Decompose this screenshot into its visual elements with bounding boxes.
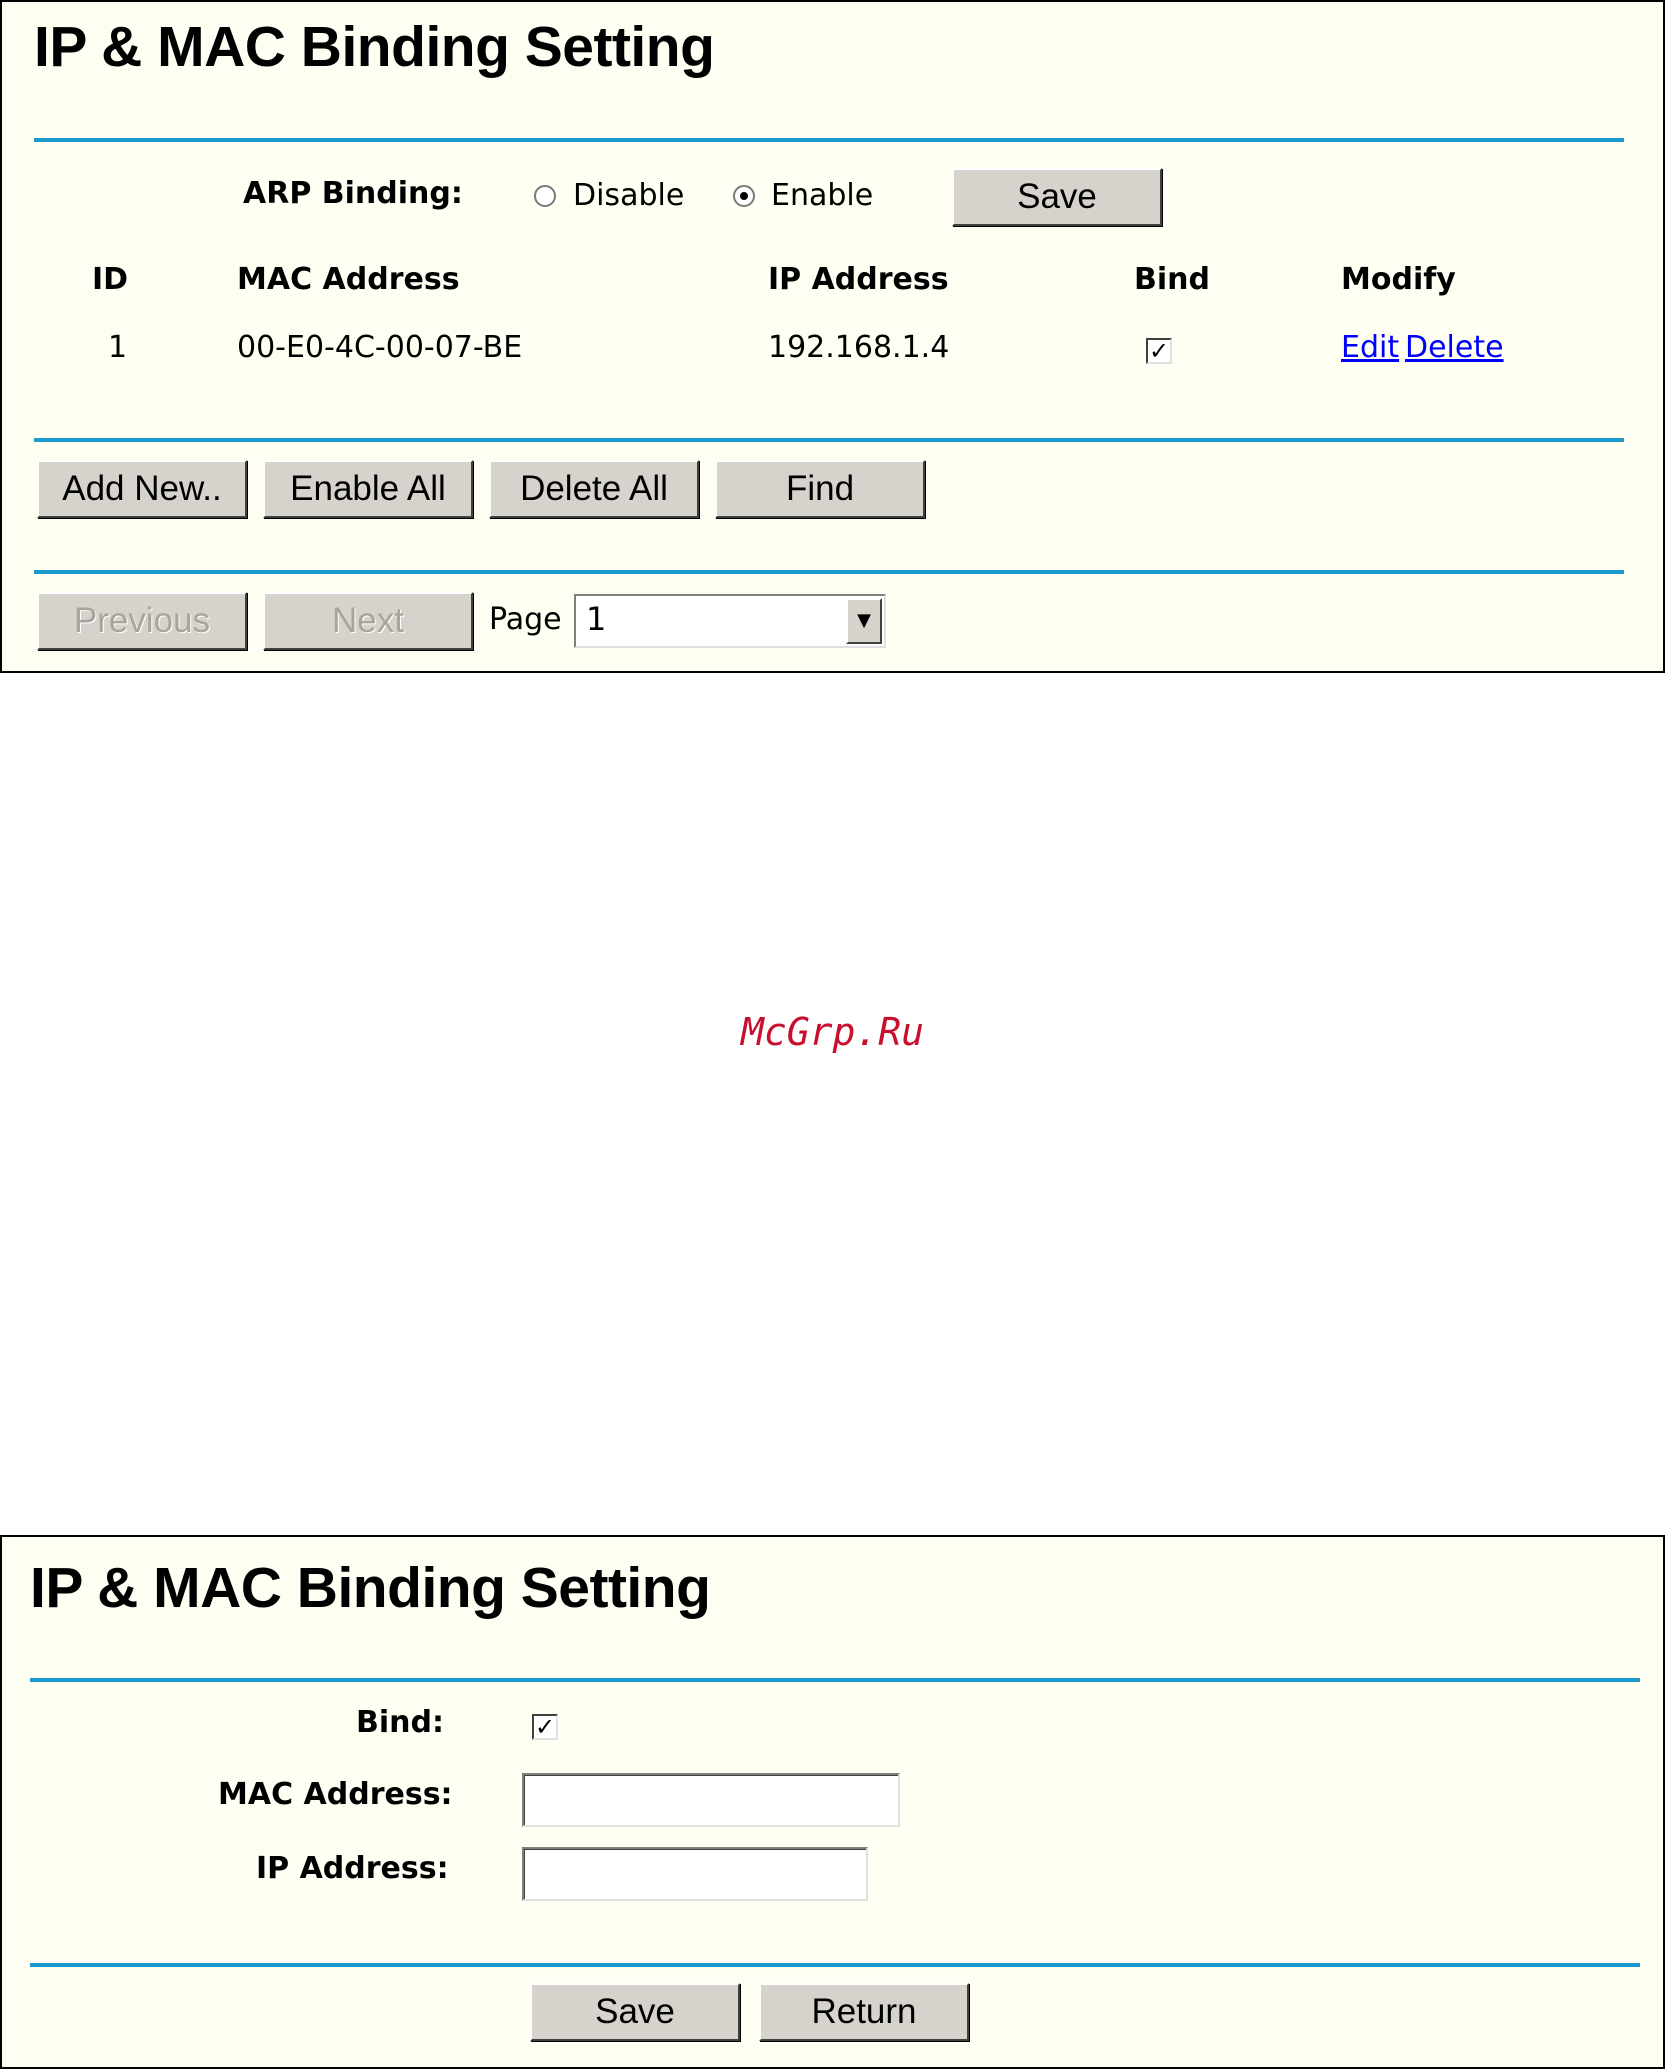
watermark: McGrp.Ru (740, 1010, 925, 1054)
return-button[interactable]: Return (759, 1983, 969, 2041)
row-mac: 00-E0-4C-00-07-BE (237, 330, 523, 365)
arp-disable-radio[interactable] (534, 185, 556, 207)
divider (34, 438, 1624, 442)
column-header-bind: Bind (1134, 262, 1210, 297)
page-label: Page (489, 602, 562, 637)
ip-address-label: IP Address: (256, 1851, 449, 1886)
arp-enable-radio[interactable] (733, 185, 755, 207)
page-title: IP & MAC Binding Setting (34, 15, 715, 79)
column-header-id: ID (92, 262, 129, 297)
previous-button[interactable]: Previous (37, 592, 247, 650)
mac-address-label: MAC Address: (218, 1777, 453, 1812)
enable-all-button[interactable]: Enable All (263, 460, 473, 518)
row-id: 1 (108, 330, 128, 365)
divider (34, 570, 1624, 574)
arp-binding-label: ARP Binding: (243, 176, 463, 211)
divider (30, 1963, 1640, 1967)
arp-save-button[interactable]: Save (952, 168, 1162, 226)
divider (34, 138, 1624, 142)
arp-enable-label: Enable (771, 178, 874, 213)
column-header-ip: IP Address (768, 262, 949, 297)
page-select-value: 1 (586, 600, 607, 638)
column-header-mac: MAC Address (237, 262, 460, 297)
divider (30, 1678, 1640, 1682)
save-button[interactable]: Save (530, 1983, 740, 2041)
binding-list-panel (0, 0, 1665, 673)
page-select[interactable] (574, 594, 886, 648)
find-button[interactable]: Find (715, 460, 925, 518)
bind-checkbox[interactable]: ✓ (532, 1714, 558, 1740)
bind-label: Bind: (356, 1705, 444, 1740)
row-edit-link[interactable]: Edit (1341, 330, 1400, 365)
column-header-modify: Modify (1341, 262, 1456, 297)
add-new-button[interactable]: Add New.. (37, 460, 247, 518)
page-title: IP & MAC Binding Setting (30, 1556, 711, 1620)
arp-disable-label: Disable (573, 178, 685, 213)
row-bind-checkbox[interactable]: ✓ (1146, 338, 1172, 364)
binding-edit-panel (0, 1535, 1665, 2069)
row-ip: 192.168.1.4 (768, 330, 950, 365)
mac-address-input[interactable] (522, 1773, 900, 1827)
next-button[interactable]: Next (263, 592, 473, 650)
ip-address-input[interactable] (522, 1847, 868, 1901)
delete-all-button[interactable]: Delete All (489, 460, 699, 518)
chevron-down-icon[interactable]: ▼ (846, 598, 882, 644)
row-delete-link[interactable]: Delete (1405, 330, 1504, 365)
